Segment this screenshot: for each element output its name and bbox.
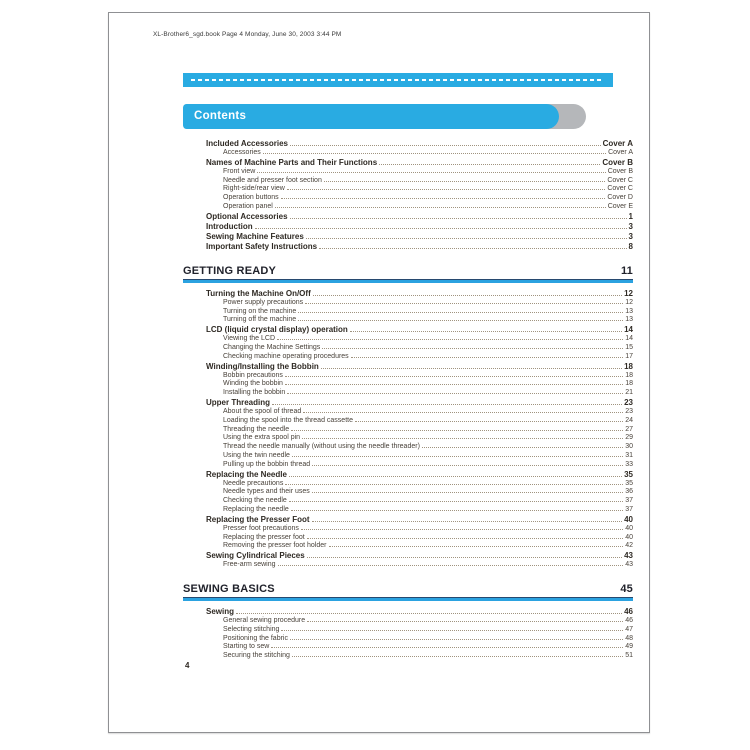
toc-entry-label: General sewing procedure <box>223 616 306 624</box>
toc-entry-label: Free-arm sewing <box>223 561 276 569</box>
toc-entry-page: 37 <box>625 505 633 513</box>
toc-entry-page: 46 <box>625 616 633 624</box>
toc-entry-label: Sewing <box>206 606 235 616</box>
section-title: GETTING READY <box>183 264 277 277</box>
toc-entry-page: 15 <box>625 343 633 351</box>
toc-entry-label: Introduction <box>206 221 253 231</box>
toc-entry-page: 3 <box>628 221 633 231</box>
toc-entry-page: 40 <box>624 514 633 524</box>
toc-entry <box>183 626 633 635</box>
toc-entry <box>183 335 633 344</box>
toc-leader-dots <box>324 181 605 182</box>
toc-entry-page: 12 <box>625 298 633 306</box>
toc-entry-page: 35 <box>625 479 633 487</box>
toc-entry <box>183 353 633 362</box>
toc-entry-page: 17 <box>625 352 633 360</box>
toc-leader-dots <box>307 557 622 558</box>
toc-entry-page: 12 <box>624 288 633 298</box>
toc-entry-label: Removing the presser foot holder <box>223 542 327 550</box>
toc-entry-label: Bobbin precautions <box>223 371 283 379</box>
toc-entry-page: 21 <box>625 389 633 397</box>
contents-title: Contents <box>194 110 247 122</box>
toc-entry-label: Pulling up the bobbin thread <box>223 460 311 468</box>
toc-entry <box>183 434 633 443</box>
toc-entry-label: Front view <box>223 167 256 175</box>
toc-entry <box>183 461 633 470</box>
toc-entry-label: Selecting stitching <box>223 625 280 633</box>
toc-entry <box>183 299 633 308</box>
toc-entry-label: Loading the spool into the thread cassette <box>223 416 353 424</box>
toc-entry-page: 37 <box>625 497 633 505</box>
toc-entry-label: Winding the bobbin <box>223 380 283 388</box>
toc-leader-dots <box>271 647 623 648</box>
toc-entry <box>183 542 633 551</box>
toc-entry-label: Positioning the fabric <box>223 634 288 642</box>
section-header <box>183 265 633 278</box>
toc-entry <box>183 525 633 534</box>
toc-entry <box>183 380 633 389</box>
toc-leader-dots <box>312 521 623 522</box>
toc-entry-page: 14 <box>625 335 633 343</box>
toc-leader-dots <box>306 238 627 239</box>
toc-entry <box>183 289 633 299</box>
toc-entry-label: Replacing the needle <box>223 505 289 513</box>
toc-entry-page: 27 <box>625 425 633 433</box>
toc-entry-label: LCD (liquid crystal display) operation <box>206 325 348 335</box>
toc-entry-page: Cover B <box>602 157 633 167</box>
table-of-contents <box>183 139 633 661</box>
toc-leader-dots <box>291 510 623 511</box>
toc-leader-dots <box>255 228 627 229</box>
toc-leader-dots <box>307 538 623 539</box>
toc-leader-dots <box>272 404 622 405</box>
toc-entry-label: Threading the needle <box>223 425 290 433</box>
section-page: 45 <box>620 582 633 595</box>
toc-entry-page: 18 <box>624 361 633 371</box>
toc-leader-dots <box>355 421 623 422</box>
toc-entry-label: Accessories <box>223 149 261 156</box>
toc-entry-page: 46 <box>624 606 633 616</box>
toc-entry-label: Using the twin needle <box>223 451 290 459</box>
toc-entry <box>183 398 633 408</box>
toc-leader-dots <box>257 172 605 173</box>
toc-entry-page: 1 <box>628 211 633 221</box>
toc-entry <box>183 561 633 570</box>
toc-leader-dots <box>285 376 623 377</box>
toc-leader-dots <box>292 656 623 657</box>
toc-leader-dots <box>298 312 623 313</box>
toc-entry-page: 33 <box>625 460 633 468</box>
toc-entry-label: Needle precautions <box>223 479 284 487</box>
toc-entry <box>183 362 633 372</box>
toc-entry-page: 18 <box>625 380 633 388</box>
toc-entry-label: Starting to sew <box>223 643 270 651</box>
toc-entry-page: 36 <box>625 488 633 496</box>
toc-leader-dots <box>307 621 623 622</box>
toc-leader-dots <box>302 438 623 439</box>
toc-entry-label: Replacing the presser foot <box>223 533 305 541</box>
contents-banner <box>183 104 559 129</box>
toc-leader-dots <box>287 393 623 394</box>
toc-leader-dots <box>263 153 606 154</box>
toc-leader-dots <box>275 207 606 208</box>
toc-leader-dots <box>292 456 623 457</box>
toc-entry-label: Names of Machine Parts and Their Functions <box>206 157 378 167</box>
toc-entry <box>183 168 633 177</box>
toc-entry-label: Checking the needle <box>223 497 287 505</box>
toc-entry-page: Cover B <box>607 167 633 175</box>
toc-entry <box>183 452 633 461</box>
toc-entry <box>183 652 633 661</box>
toc-entry <box>183 232 633 242</box>
toc-entry-page: 18 <box>625 371 633 379</box>
toc-entry-label: Turning off the machine <box>223 316 297 324</box>
toc-leader-dots <box>290 145 601 146</box>
section-page: 11 <box>620 264 633 277</box>
toc-entry <box>183 643 633 652</box>
toc-leader-dots <box>313 295 622 296</box>
toc-entry <box>183 426 633 435</box>
toc-entry <box>183 506 633 515</box>
top-bar-dashes <box>191 79 603 81</box>
toc-leader-dots <box>301 529 623 530</box>
toc-entry <box>183 177 633 186</box>
toc-entry-label: Viewing the LCD <box>223 335 276 343</box>
toc-leader-dots <box>285 484 623 485</box>
toc-entry <box>183 242 633 252</box>
toc-entry <box>183 515 633 525</box>
toc-entry-label: Power supply precautions <box>223 298 304 306</box>
toc-entry-label: Needle and presser foot section <box>223 176 322 184</box>
toc-leader-dots <box>303 412 623 413</box>
toc-leader-dots <box>312 492 623 493</box>
toc-leader-dots <box>281 198 606 199</box>
toc-entry-label: About the spool of thread <box>223 407 302 415</box>
toc-entry <box>183 497 633 506</box>
toc-entry <box>183 203 633 212</box>
toc-leader-dots <box>422 447 623 448</box>
toc-entry <box>183 308 633 317</box>
toc-entry <box>183 607 633 617</box>
toc-leader-dots <box>281 630 623 631</box>
toc-leader-dots <box>312 465 623 466</box>
toc-leader-dots <box>289 501 623 502</box>
toc-entry-label: Optional Accessories <box>206 211 288 221</box>
toc-entry <box>183 443 633 452</box>
toc-entry-page: 14 <box>624 325 633 335</box>
toc-entry <box>183 417 633 426</box>
toc-leader-dots <box>379 164 600 165</box>
toc-leader-dots <box>322 348 623 349</box>
toc-entry-label: Checking machine operating procedures <box>223 352 349 360</box>
toc-entry <box>183 325 633 335</box>
toc-entry-label: Included Accessories <box>206 139 288 148</box>
section-title: SEWING BASICS <box>183 582 275 595</box>
toc-entry <box>183 551 633 561</box>
toc-entry-label: Turning on the machine <box>223 307 297 315</box>
toc-entry <box>183 222 633 232</box>
toc-entry-page: 47 <box>625 625 633 633</box>
toc-entry-page: 35 <box>624 469 633 479</box>
toc-entry <box>183 480 633 489</box>
toc-entry-label: Sewing Machine Features <box>206 231 304 241</box>
toc-entry-label: Operation buttons <box>223 194 279 202</box>
toc-entry-page: 13 <box>625 316 633 324</box>
toc-entry-label: Turning the Machine On/Off <box>206 288 311 298</box>
toc-entry-page: Cover C <box>607 185 633 193</box>
toc-entry-page: 43 <box>625 561 633 569</box>
toc-entry <box>183 316 633 325</box>
toc-entry-label: Thread the needle manually (without using the needle threader) <box>223 443 420 451</box>
toc-entry-label: Changing the Machine Settings <box>223 343 321 351</box>
decorative-top-bar <box>183 73 613 87</box>
section-rule <box>183 279 633 283</box>
toc-leader-dots <box>277 339 623 340</box>
toc-entry-label: Right-side/rear view <box>223 185 285 193</box>
toc-entry-page: Cover C <box>607 176 633 184</box>
toc-leader-dots <box>321 368 622 369</box>
toc-entry-label: Operation panel <box>223 202 273 210</box>
toc-leader-dots <box>290 639 623 640</box>
toc-entry <box>183 488 633 497</box>
toc-leader-dots <box>290 218 627 219</box>
toc-entry-page: 31 <box>625 451 633 459</box>
toc-entry-label: Securing the stitching <box>223 652 290 660</box>
print-header: XL-Brother6_sgd.book Page 4 Monday, June 30, 2003 3:44 PM <box>153 31 342 38</box>
toc-entry-page: 8 <box>628 241 633 251</box>
toc-entry-label: Using the extra spool pin <box>223 434 301 442</box>
toc-entry-page: Cover A <box>602 139 633 148</box>
toc-entry-page: 49 <box>625 643 633 651</box>
toc-entry-page: 40 <box>625 524 633 532</box>
toc-entry <box>183 344 633 353</box>
toc-entry-label: Important Safety Instructions <box>206 241 318 251</box>
toc-entry-label: Winding/Installing the Bobbin <box>206 361 319 371</box>
toc-entry-page: 3 <box>628 231 633 241</box>
page-number: 4 <box>185 661 190 670</box>
toc-entry <box>183 185 633 194</box>
toc-entry <box>183 617 633 626</box>
toc-leader-dots <box>278 565 624 566</box>
toc-entry <box>183 194 633 203</box>
toc-leader-dots <box>329 546 624 547</box>
toc-entry <box>183 470 633 480</box>
toc-entry-page: 51 <box>625 652 633 660</box>
toc-leader-dots <box>287 189 605 190</box>
toc-entry-label: Presser foot precautions <box>223 524 299 532</box>
toc-leader-dots <box>298 320 623 321</box>
toc-entry-page: 40 <box>625 533 633 541</box>
toc-entry-label: Needle types and their uses <box>223 488 310 496</box>
toc-entry-page: 23 <box>625 407 633 415</box>
manual-page <box>108 12 650 733</box>
toc-leader-dots <box>291 430 623 431</box>
section-rule <box>183 597 633 601</box>
toc-entry <box>183 408 633 417</box>
toc-entry-page: 13 <box>625 307 633 315</box>
toc-entry <box>183 149 633 158</box>
toc-entry-page: Cover D <box>607 194 633 202</box>
toc-entry <box>183 635 633 644</box>
toc-entry <box>183 139 633 149</box>
toc-leader-dots <box>305 303 623 304</box>
toc-entry <box>183 158 633 168</box>
toc-entry <box>183 372 633 381</box>
toc-entry <box>183 534 633 543</box>
toc-entry-page: 43 <box>624 551 633 561</box>
toc-entry-page: 42 <box>625 542 633 550</box>
toc-entry-label: Replacing the Needle <box>206 469 287 479</box>
toc-leader-dots <box>289 476 622 477</box>
section-header <box>183 583 633 596</box>
toc-entry-page: Cover E <box>607 202 633 210</box>
toc-entry-label: Upper Threading <box>206 397 271 407</box>
toc-entry-page: Cover A <box>608 149 633 156</box>
toc-entry-label: Sewing Cylindrical Pieces <box>206 551 305 561</box>
toc-entry-page: 30 <box>625 443 633 451</box>
toc-entry-page: 24 <box>625 416 633 424</box>
toc-leader-dots <box>285 384 623 385</box>
toc-leader-dots <box>319 248 626 249</box>
toc-entry-page: 23 <box>624 397 633 407</box>
toc-entry <box>183 389 633 398</box>
toc-leader-dots <box>351 357 624 358</box>
toc-entry-page: 48 <box>625 634 633 642</box>
toc-entry-page: 29 <box>625 434 633 442</box>
toc-entry <box>183 212 633 222</box>
toc-leader-dots <box>236 613 622 614</box>
toc-leader-dots <box>350 331 622 332</box>
toc-entry-label: Installing the bobbin <box>223 389 286 397</box>
toc-entry-label: Replacing the Presser Foot <box>206 514 310 524</box>
